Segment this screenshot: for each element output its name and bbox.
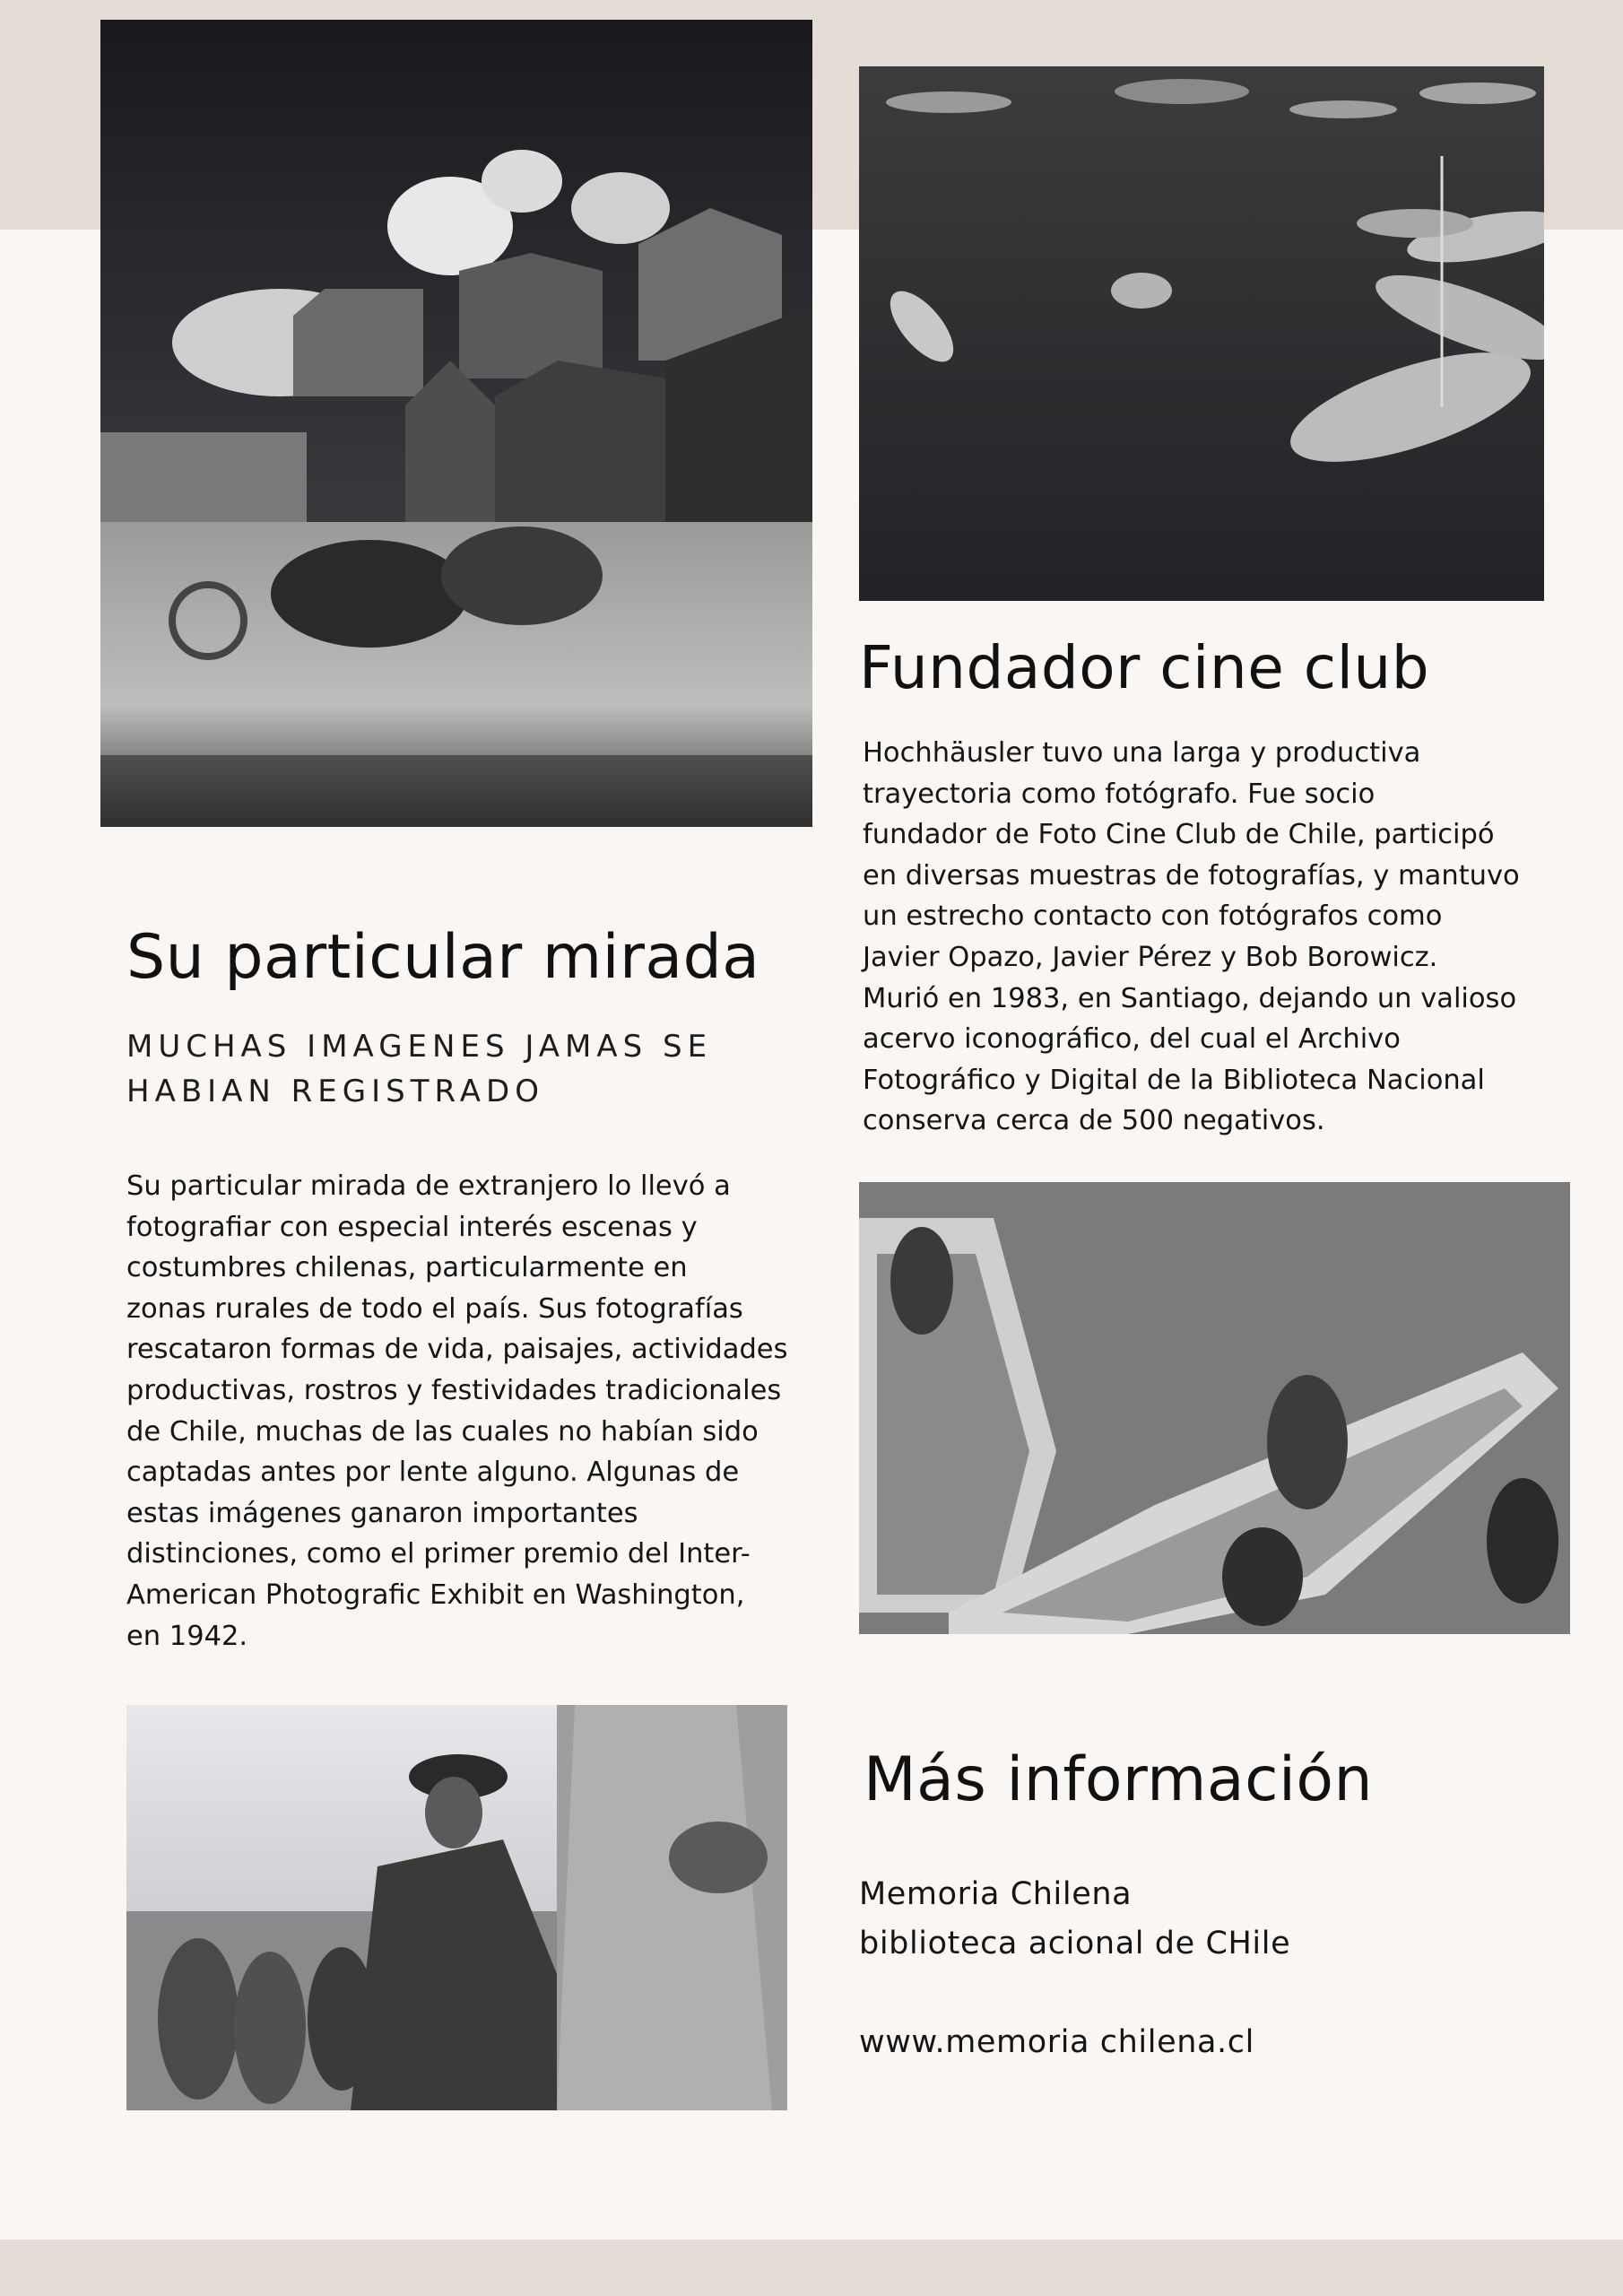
paragraph-line: captadas antes por lente alguno. Algunas de [126, 1457, 740, 1489]
paragraph-line: un estrecho contacto con fotógrafos como [863, 900, 1443, 933]
paragraph-su-particular-mirada [126, 1166, 787, 1657]
heading-mas-informacion: Más información [864, 1744, 1374, 1815]
photo-village-oxcart [100, 20, 812, 827]
paragraph-line: zonas rurales de todo el país. Sus fotografías [126, 1292, 743, 1325]
heading-fundador-cine-club: Fundador cine club [859, 633, 1430, 702]
paragraph-line: de Chile, muchas de las cuales no habían sido [126, 1415, 759, 1448]
paragraph-line: costumbres chilenas, particularmente en [126, 1252, 688, 1284]
paragraph-line: rescataron formas de vida, paisajes, actividades [126, 1334, 788, 1366]
paragraph-line: distinciones, como el primer premio del Inter- [126, 1538, 751, 1570]
subheading-kicker [126, 1024, 712, 1114]
info-biblioteca: biblioteca acional de CHile [859, 1926, 1291, 1961]
paragraph-line: fotografiar con especial interés escenas y [126, 1211, 698, 1243]
paragraph-line: acervo iconográfico, del cual el Archivo [863, 1023, 1401, 1056]
paragraph-line: Su particular mirada de extranjero lo llevó a [126, 1170, 731, 1202]
photo-rowing-boats [859, 1182, 1570, 1634]
paragraph-line: productivas, rostros y festividades tradicionales [126, 1374, 782, 1406]
paragraph-line: trayectoria como fotógrafo. Fue socio [863, 778, 1376, 810]
paragraph-line: American Photografic Exhibit en Washington, [126, 1578, 745, 1611]
paragraph-line: conserva cerca de 500 negativos. [863, 1105, 1325, 1137]
paragraph-line: Fotográfico y Digital de la Biblioteca Nacional [863, 1064, 1485, 1096]
heading-su-particular-mirada: Su particular mirada [126, 922, 760, 993]
photo-people-ponchos [126, 1705, 787, 2110]
paragraph-line: Hochhäusler tuvo una larga y productiva [863, 737, 1421, 769]
bottom-background-band [0, 2239, 1623, 2296]
paragraph-line: en 1942. [126, 1620, 248, 1652]
paragraph-line: estas imágenes ganaron importantes [126, 1497, 638, 1529]
website-link[interactable]: www.memoria chilena.cl [859, 2024, 1254, 2060]
paragraph-fundador-cine-club [863, 733, 1520, 1142]
info-memoria-chilena: Memoria Chilena [859, 1876, 1133, 1912]
photo-harbor-boats [859, 66, 1544, 601]
kicker-line-1: MUCHAS IMAGENES JAMAS SE [126, 1029, 713, 1065]
paragraph-line: en diversas muestras de fotografías, y mantuvo [863, 859, 1520, 891]
paragraph-line: fundador de Foto Cine Club de Chile, participó [863, 819, 1495, 851]
paragraph-line: Murió en 1983, en Santiago, dejando un valioso [863, 982, 1517, 1014]
kicker-line-2: HABIAN REGISTRADO [126, 1074, 544, 1109]
paragraph-line: Javier Opazo, Javier Pérez y Bob Borowicz. [863, 941, 1438, 973]
